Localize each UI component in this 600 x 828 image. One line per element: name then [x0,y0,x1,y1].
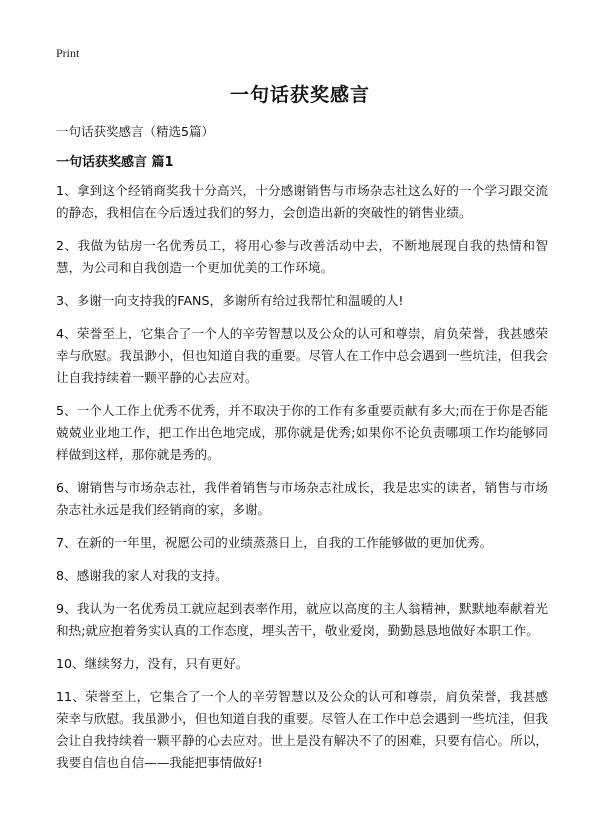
paragraph-6: 6、谢销售与市场杂志社，我伴着销售与市场杂志社成长，我是忠实的读者，销售与市场杂志社永远是我们经销商的家，多谢。 [56,480,548,517]
paragraph-2: 2、我做为钻房一名优秀员工，将用心参与改善活动中去，不断地展现自我的热情和智慧，为公司和自我创造一个更加优美的工作环境。 [56,238,548,275]
paragraph-7: 7、在新的一年里，祝愿公司的业绩蒸蒸日上，自我的工作能够做的更加优秀。 [56,535,493,550]
paragraph-8: 8、感谢我的家人对我的支持。 [56,568,228,583]
paragraph-1: 1、拿到这个经销商奖我十分高兴，十分感谢销售与市场杂志社这么好的一个学习跟交流的静态，我相信在今后透过我们的努力，会创造出新的突破性的销售业绩。 [56,183,548,220]
paragraph-5: 5、一个人工作上优秀不优秀，并不取决于你的工作有多重要贡献有多大;而在于你是否能兢兢业业地工作，把工作出色地完成，那你就是优秀;如果你不论负责哪项工作均能够同样做到这样，那你就是秀的。 [56,403,548,462]
paragraph-4: 4、荣誉至上，它集合了一个人的辛劳智慧以及公众的认可和尊崇，肩负荣誉，我甚感荣幸与欣慰。我虽渺小，但也知道自我的重要。尽管人在工作中总会遇到一些坑洼，但我会让自我持续着一颗平静的心去应对。 [56,326,548,385]
document-subtitle: 一句话获奖感言（精选5篇） [56,124,214,139]
paragraph-11: 11、荣誉至上，它集合了一个人的辛劳智慧以及公众的认可和尊崇，肩负荣誉，我甚感荣幸与欣慰。我虽渺小，但也知道自我的重要。尽管人在工作中总会遇到一些坑洼，但我会让自我持续着一颗平静的心去应对。世上是没有解决不了的困难，只要有信心。所以，我要自信也自信——我能把事情做好! [56,689,548,770]
section-heading: 一句话获奖感言 篇1 [56,155,174,170]
paragraph-9: 9、我认为一名优秀员工就应起到表率作用，就应以高度的主人翁精神，默默地奉献着光和热;就应抱着务实认真的工作态度，埋头苦干，敬业爱岗，勤勤恳恳地做好本职工作。 [56,601,548,638]
print-label[interactable]: Print [56,46,80,60]
paragraph-3: 3、多谢一向支持我的FANS，多谢所有给过我帮忙和温暖的人! [56,293,404,308]
document-body [56,180,548,785]
paragraph-10: 10、继续努力，没有，只有更好。 [56,656,249,671]
document-title: 一句话获奖感言 [229,84,370,106]
